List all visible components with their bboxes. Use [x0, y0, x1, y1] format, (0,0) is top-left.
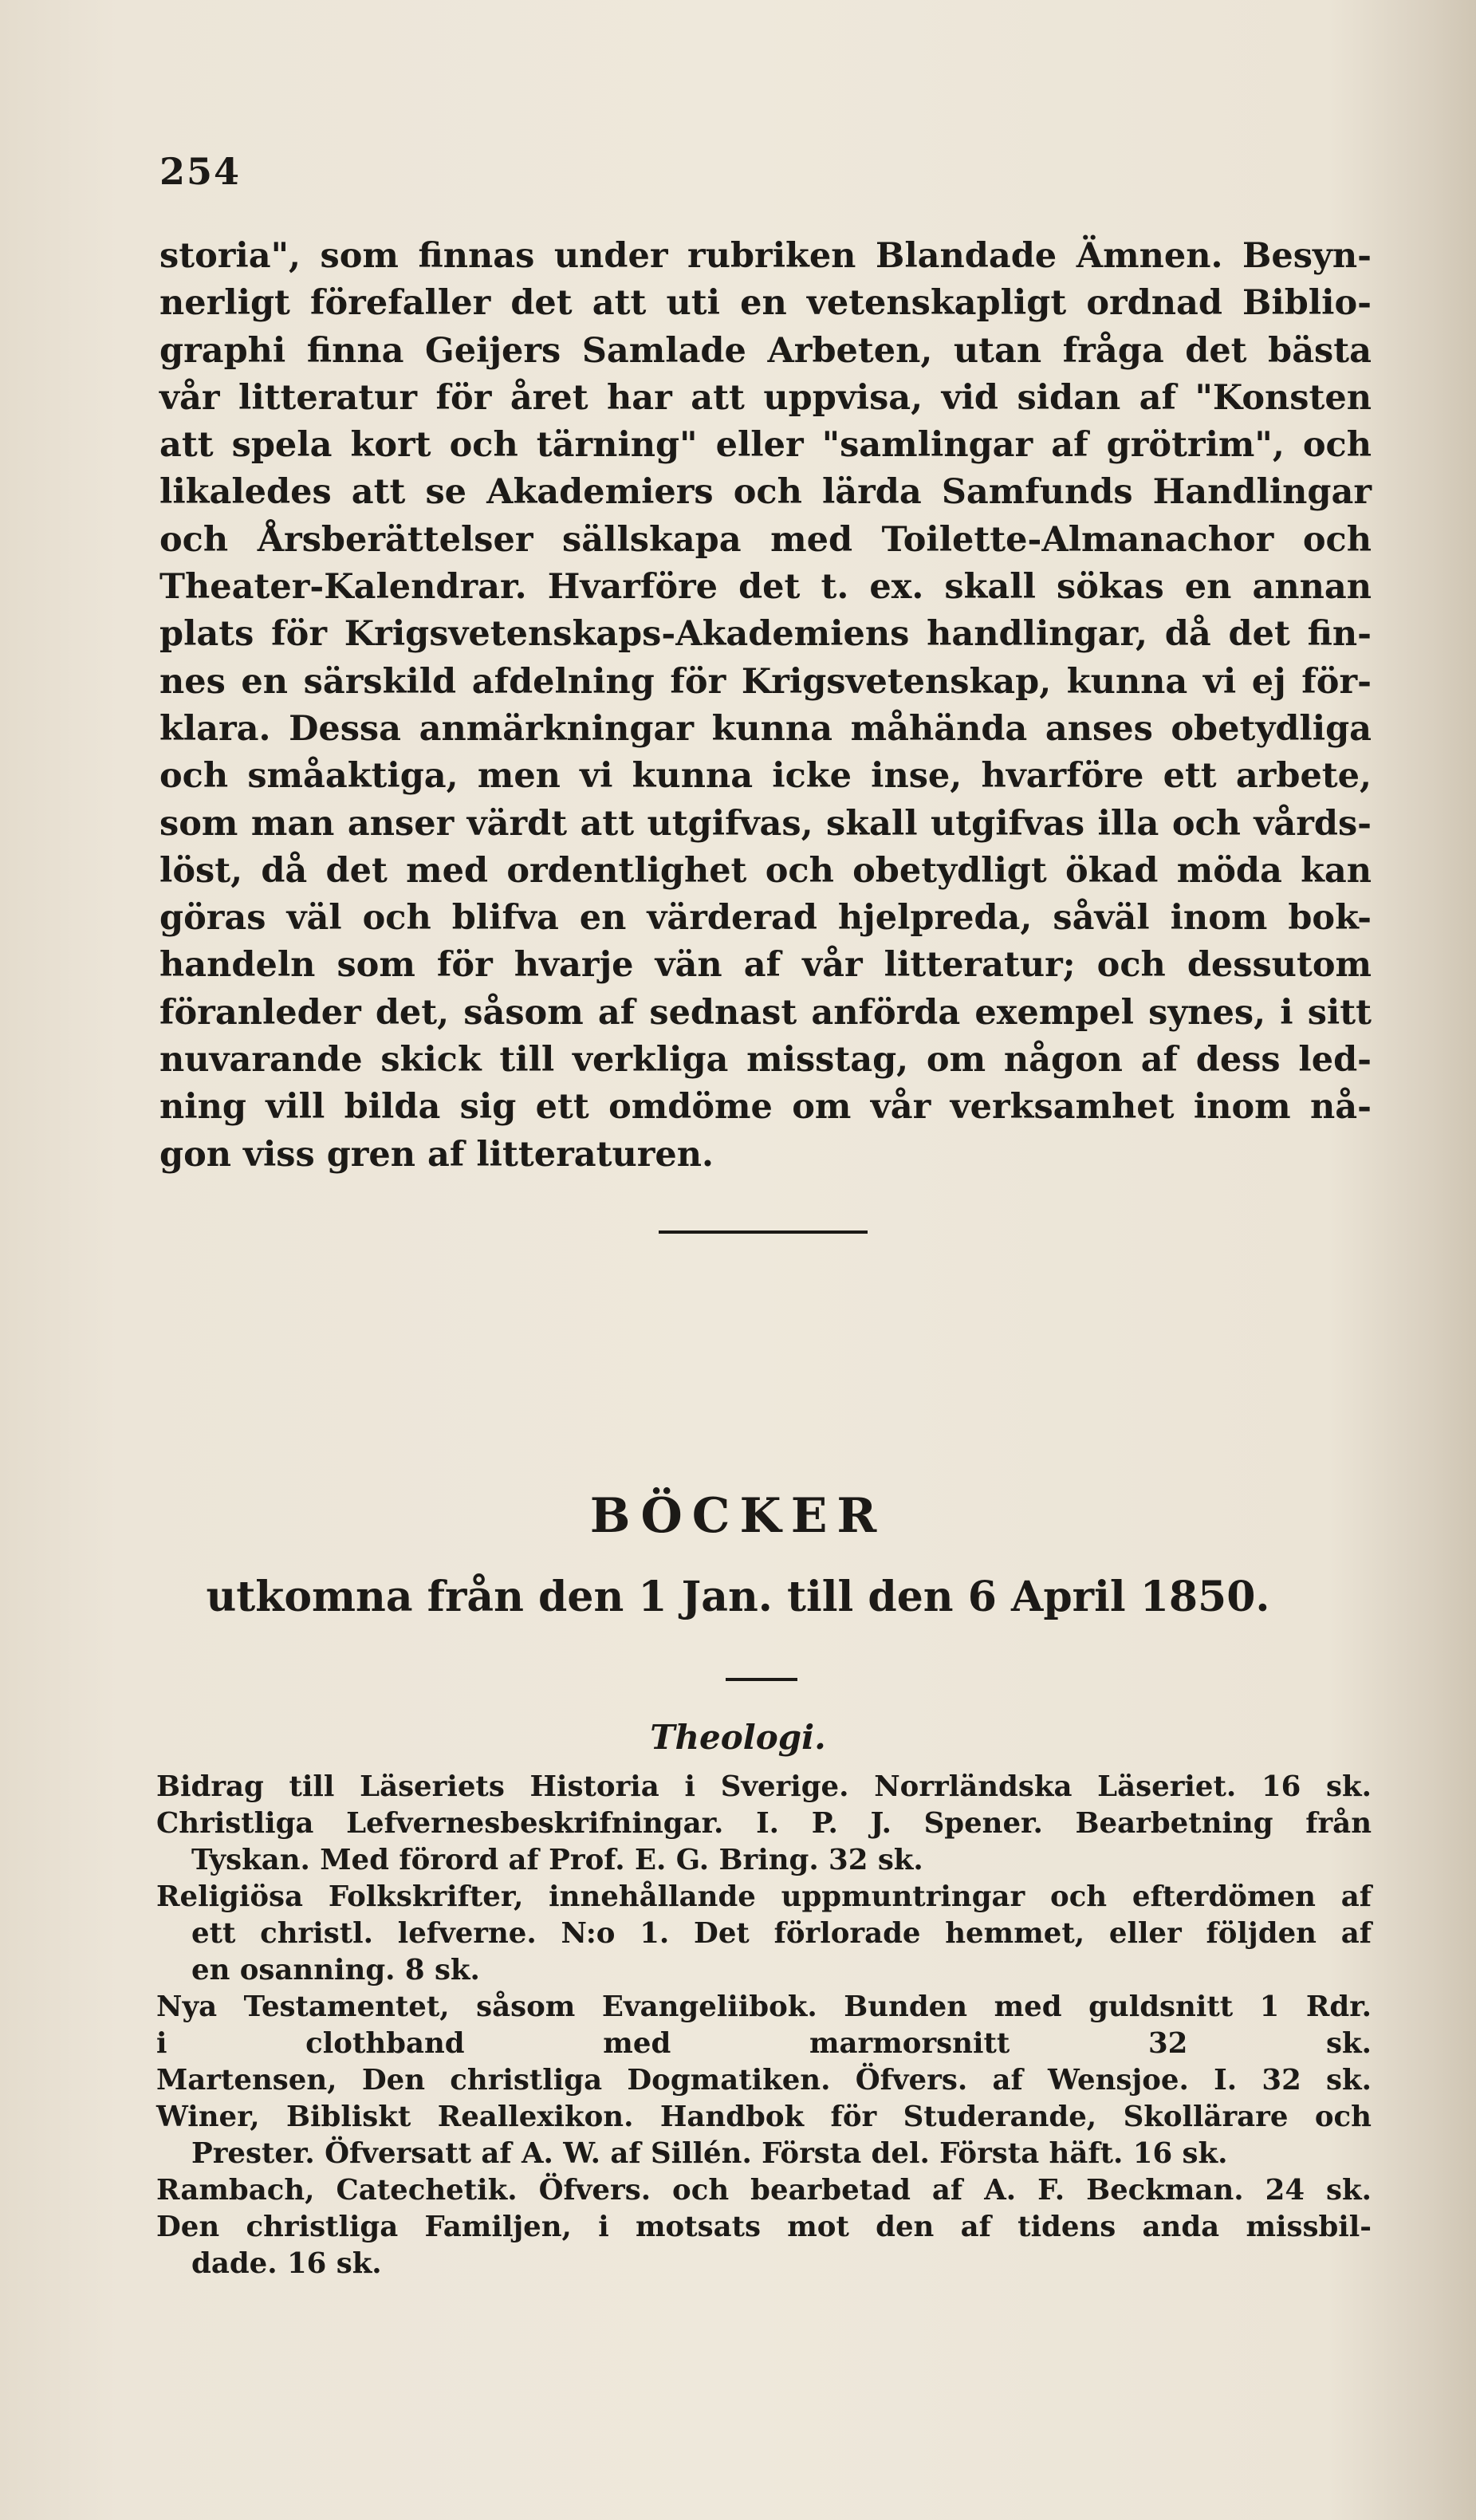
body-line: som man anser värdt att utgifvas, skall utgifvas illa och vårds-: [159, 803, 1372, 844]
body-line: nerligt förefaller det att uti en vetenskapligt ordnad Biblio-: [159, 283, 1372, 324]
book-line: Winer, Bibliskt Reallexikon. Handbok för Studerande, Skollärare och: [156, 2101, 1372, 2133]
body-line: klara. Dessa anmärkningar kunna måhända anses obetydliga: [159, 708, 1372, 749]
body-line: plats för Krigsvetenskaps-Akademiens handlingar, då det fin-: [159, 614, 1372, 655]
body-paragraph: [159, 233, 1372, 1179]
book-entry: [156, 1769, 1372, 1805]
book-line: Prester. Öfversatt af A. W. af Sillén. Första del. Första häft. 16 sk.: [191, 2137, 1228, 2170]
book-line: Martensen, Den christliga Dogmatiken. Öfvers. af Wensjoe. I. 32 sk.: [156, 2064, 1372, 2097]
book-line: Den christliga Familjen, i motsats mot den af tidens anda missbil-: [156, 2211, 1372, 2243]
book-line: Religiösa Folkskrifter, innehållande uppmuntringar och efterdömen af: [156, 1880, 1372, 1913]
body-line: likaledes att se Akademiers och lärda Samfunds Handlingar: [159, 472, 1372, 513]
heading-divider: [726, 1678, 797, 1681]
book-line: Rambach, Catechetik. Öfvers. och bearbetad af A. F. Beckman. 24 sk.: [156, 2174, 1372, 2207]
category-heading: Theologi.: [650, 1718, 826, 1757]
body-line: och Årsberättelser sällskapa med Toilette-Almanachor och: [159, 519, 1372, 560]
book-entry: [156, 2172, 1372, 2209]
body-line: löst, då det med ordentlighet och obetydligt ökad möda kan: [159, 850, 1372, 891]
body-line: att spela kort och tärning" eller "samlingar af grötrim", och: [159, 425, 1372, 466]
body-line: ning vill bilda sig ett omdöme om vår verksamhet inom nå-: [159, 1087, 1372, 1128]
body-line: graphi finna Geijers Samlade Arbeten, utan fråga det bästa: [159, 330, 1372, 371]
section-subheading: utkomna från den 1 Jan. till den 6 April 1850.: [206, 1573, 1270, 1621]
body-line: göras väl och blifva en värderad hjelpreda, såväl inom bok-: [159, 898, 1372, 939]
book-entry: [156, 1879, 1372, 1989]
body-line: och småaktiga, men vi kunna icke inse, hvarföre ett arbete,: [159, 756, 1372, 797]
book-entry: [156, 1805, 1372, 1879]
book-line: Nya Testamentet, såsom Evangeliibok. Bunden med guldsnitt 1 Rdr.: [156, 1990, 1372, 2023]
book-price-line: i clothband med marmorsnitt 32 sk.: [156, 2027, 1372, 2060]
page-number: 254: [159, 150, 242, 193]
body-line: nuvarande skick till verkliga misstag, om någon af dess led-: [159, 1040, 1372, 1081]
body-line: handeln som för hvarje vän af vår litteratur; och dessutom: [159, 945, 1372, 986]
book-entry: [156, 2099, 1372, 2172]
book-line: ett christl. lefverne. N:o 1. Det förlorade hemmet, eller följden af: [191, 1917, 1372, 1950]
body-line: storia", som finnas under rubriken Blandade Ämnen. Besyn-: [159, 236, 1372, 276]
book-entry: [156, 2209, 1372, 2282]
body-line: gon viss gren af litteraturen.: [159, 1134, 714, 1175]
body-line: Theater-Kalendrar. Hvarföre det t. ex. skall sökas en annan: [159, 567, 1372, 608]
body-line: vår litteratur för året har att uppvisa, vid sidan af "Konsten: [159, 377, 1372, 418]
book-line: Bidrag till Läseriets Historia i Sverige. Norrländska Läseriet. 16 sk.: [156, 1770, 1372, 1803]
book-line: en osanning. 8 sk.: [191, 1954, 480, 1986]
book-line: Tyskan. Med förord af Prof. E. G. Bring. 32 sk.: [191, 1844, 923, 1876]
book-list: [156, 1769, 1372, 2282]
body-line: föranleder det, såsom af sednast anförda exempel synes, i sitt: [159, 992, 1372, 1033]
book-entry: [156, 2062, 1372, 2099]
body-line: nes en särskild afdelning för Krigsvetenskap, kunna vi ej för-: [159, 661, 1372, 702]
section-heading: BÖCKER: [589, 1488, 887, 1544]
book-line: Christliga Lefvernesbeskrifningar. I. P. J. Spener. Bearbetning från: [156, 1807, 1372, 1840]
book-line: dade. 16 sk.: [191, 2247, 382, 2280]
book-entry: [156, 1989, 1372, 2062]
section-divider: [659, 1230, 868, 1234]
